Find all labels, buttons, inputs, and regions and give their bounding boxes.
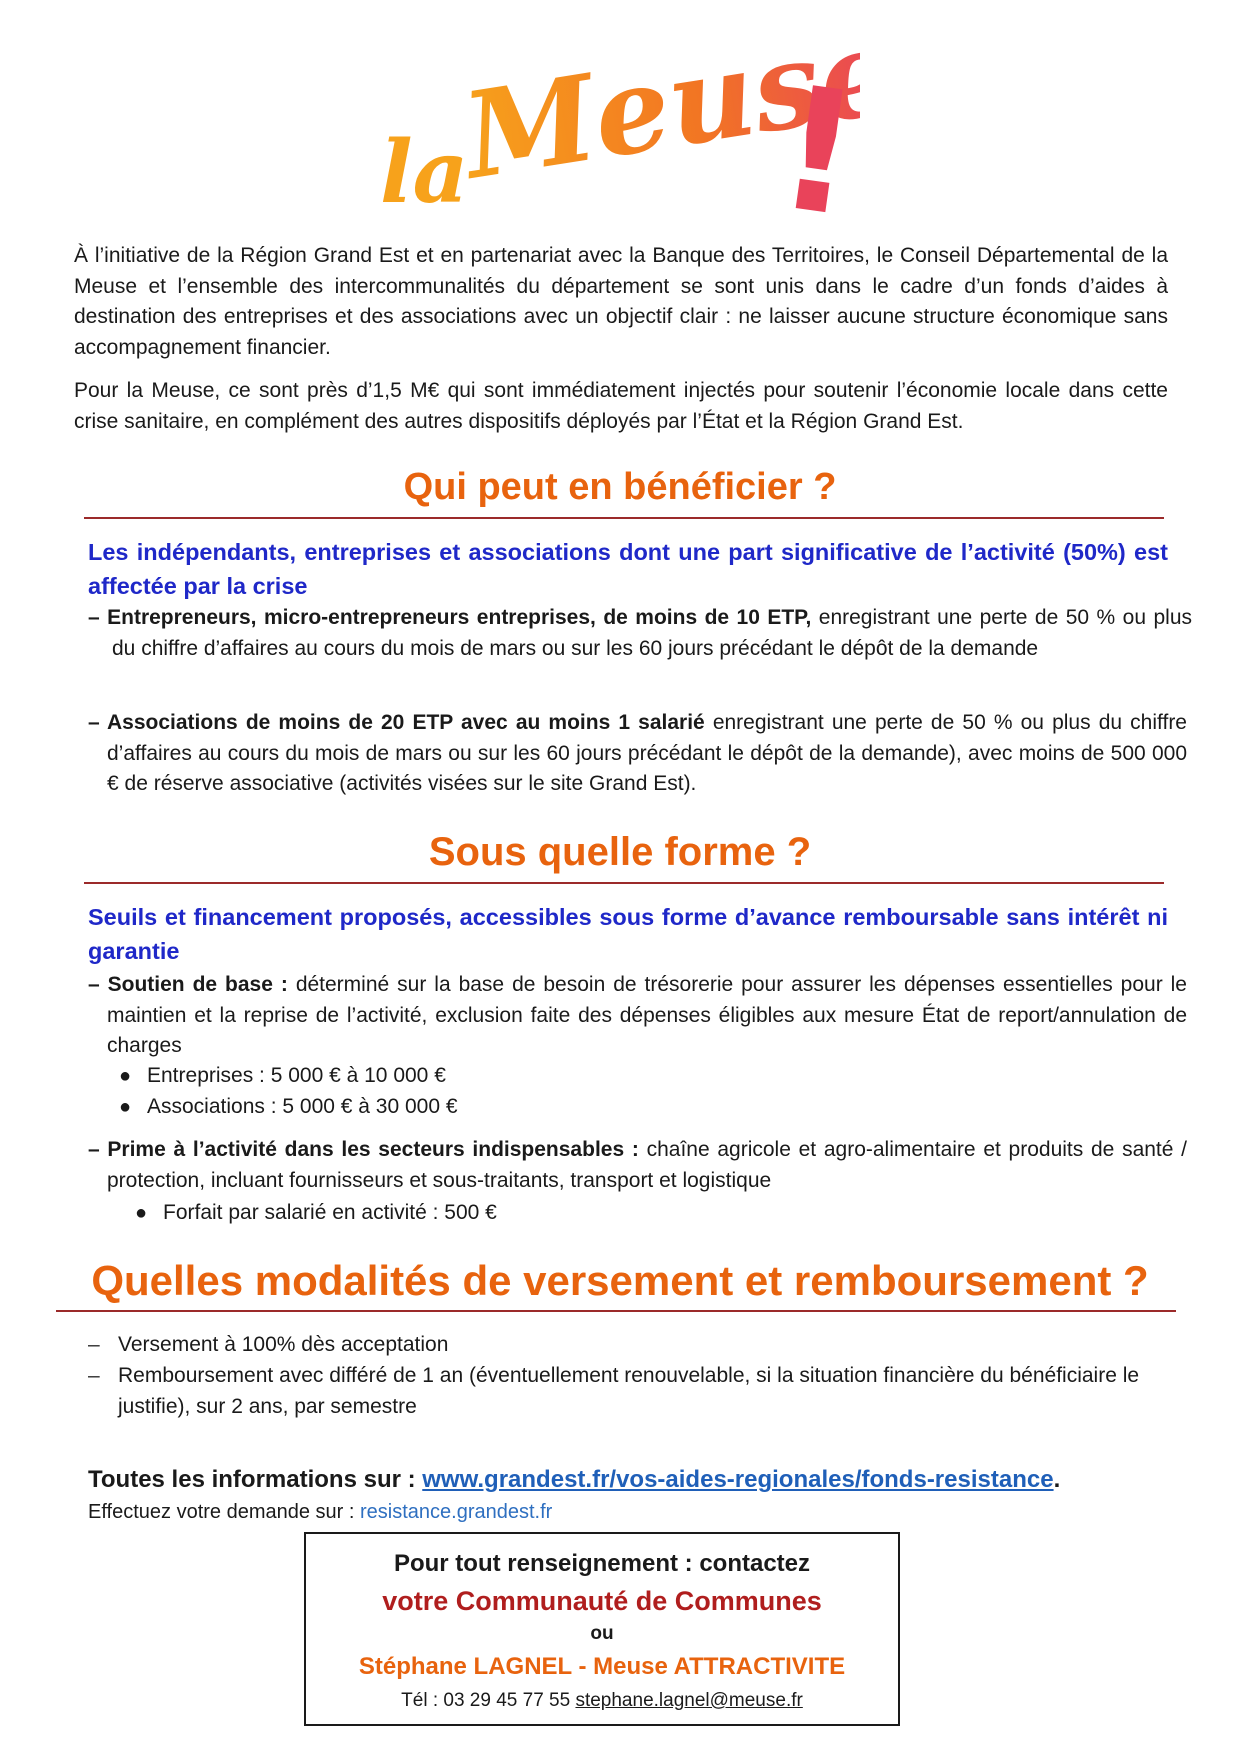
info-link[interactable]: www.grandest.fr/vos-aides-regionales/fonds-resistance: [422, 1466, 1054, 1493]
bullet-icon: ●: [119, 1096, 132, 1118]
bullet-icon: ●: [119, 1065, 132, 1087]
contact-email-link[interactable]: stephane.lagnel@meuse.fr: [575, 1690, 803, 1711]
la-meuse-logo: [380, 30, 860, 220]
contact-line-name: Stéphane LAGNEL - Meuse ATTRACTIVITE: [358, 1653, 846, 1680]
logo-graphic: [380, 30, 860, 220]
logo-exclamation-text: !: [766, 49, 860, 220]
section-title-payment: Quelles modalités de versement et remboursement ?: [91, 1257, 1149, 1304]
logo-meuse-text: Meuse: [454, 30, 860, 206]
logo-la-text: la: [380, 122, 469, 220]
form-item-activity-bonus-bold: – Prime à l’activité dans les secteurs indispensables :: [88, 1138, 639, 1161]
section-subtitle-form: Seuils et financement proposés, accessibles sous forme d’avance remboursable sans intérêt ni garantie: [88, 904, 1168, 964]
form-item-base-support: [88, 970, 1187, 1062]
section-divider-2: [84, 882, 1164, 884]
section-title-beneficiaries: Qui peut en bénéficier ?: [403, 466, 837, 508]
form-item-activity-bonus: [88, 1135, 1187, 1196]
contact-phone: Tél : 03 29 45 77 55: [401, 1690, 576, 1711]
section-divider-3: [56, 1310, 1176, 1312]
intro-paragraph-2: Pour la Meuse, ce sont près d’1,5 M€ qui sont immédiatement injectés pour soutenir l’économie locale dans cette crise sanitaire, en complément des autres dispositifs déployés par l’État et la Région Grand Est.: [74, 379, 1168, 433]
demand-label: Effectuez votre demande sur :: [88, 1501, 361, 1523]
beneficiary-item-entrepreneurs-bold: – Entrepreneurs, micro-entrepreneurs entreprises, de moins de 10 ETP,: [88, 606, 812, 629]
form-item-base-support-text: déterminé sur la base de besoin de trésorerie pour assurer les dépenses essentielles pour le maintien et la reprise de l’activité, exclusion faite des dépenses éligibles aux mesure État de report/annulation de charges: [107, 973, 1187, 1057]
beneficiary-item-associations-bold: – Associations de moins de 20 ETP avec au moins 1 salarié: [88, 711, 705, 734]
section-divider-1: [84, 517, 1164, 519]
demand-line: [88, 1501, 552, 1524]
list-item: [135, 1198, 497, 1229]
beneficiary-item-associations-text: enregistrant une perte de 50 % ou plus du chiffre d’affaires au cours du mois de mars ou sur les 60 jours précédant le dépôt de la demande), avec moins de 500 000 € de réserve associative (activités visées sur le site Grand Est).: [107, 711, 1187, 795]
section-title-form: Sous quelle forme ?: [428, 830, 812, 874]
beneficiary-item-entrepreneurs-text: enregistrant une perte de 50 % ou plus du chiffre d’affaires au cours du mois de mars ou sur les 60 jours précédant le dépôt de la demande: [112, 606, 1192, 660]
form-item-base-support-bold: – Soutien de base :: [88, 973, 288, 996]
bullet-icon: ●: [135, 1202, 148, 1224]
beneficiary-item-entrepreneurs: [88, 603, 1192, 664]
dash-marker-icon: –: [88, 1364, 100, 1387]
payment-item-repayment-text: Remboursement avec différé de 1 an (éventuellement renouvelable, si la situation financière du bénéficiaire le justifie), sur 2 ans, par semestre: [118, 1364, 1140, 1418]
contact-line-tel: [306, 1686, 898, 1716]
payment-item-disbursement: [88, 1330, 1168, 1361]
section-subtitle-beneficiaries: Les indépendants, entreprises et associations dont une part significative de l’activité (50%) est affectée par la crise: [88, 539, 1168, 599]
contact-line-community: votre Communauté de Communes: [382, 1586, 822, 1616]
payment-item-repayment: [88, 1361, 1168, 1422]
bullet-text-associations: Associations : 5 000 € à 30 000 €: [147, 1095, 458, 1118]
info-label: Toutes les informations sur :: [88, 1466, 423, 1493]
contact-line-intro: Pour tout renseignement : contactez: [393, 1550, 811, 1577]
contact-line-or: ou: [590, 1623, 614, 1644]
list-item: [119, 1092, 458, 1123]
info-end: .: [1053, 1466, 1061, 1493]
demand-link[interactable]: resistance.grandest.fr: [360, 1501, 553, 1523]
bullet-text-flat-rate: Forfait par salarié en activité : 500 €: [163, 1201, 497, 1224]
intro-paragraph-1: À l’initiative de la Région Grand Est et en partenariat avec la Banque des Territoires, le Conseil Départemental de la Meuse et l’ensemble des intercommunalités du département se sont unis dans le cadre d’un fonds d’aides à destination des entreprises et des associations avec un objectif clair : ne laisser aucune structure économique sans accompagnement financier.: [74, 244, 1168, 359]
info-line: [88, 1466, 1060, 1494]
contact-box: [304, 1532, 900, 1726]
payment-item-disbursement-text: Versement à 100% dès acceptation: [118, 1333, 449, 1356]
dash-marker-icon: –: [88, 1333, 100, 1356]
beneficiary-item-associations: [88, 708, 1187, 800]
bullet-text-companies: Entreprises : 5 000 € à 10 000 €: [147, 1064, 446, 1087]
form-item-activity-bonus-text: chaîne agricole et agro-alimentaire et produits de santé / protection, incluant fournisseurs et sous-traitants, transport et logistique: [107, 1138, 1187, 1192]
list-item: [119, 1061, 446, 1092]
